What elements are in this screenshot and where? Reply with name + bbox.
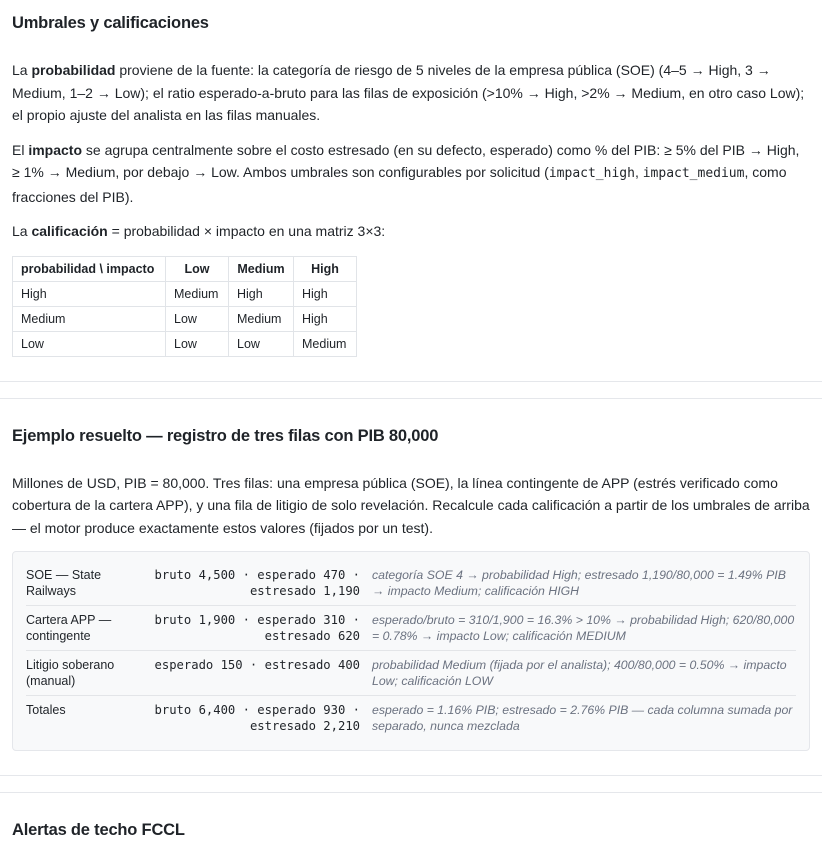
example-row-name: Totales bbox=[26, 703, 66, 717]
matrix-cell: Low bbox=[166, 306, 229, 331]
example-register-card bbox=[12, 551, 810, 751]
rating-matrix-table bbox=[12, 256, 357, 357]
matrix-row-label: Medium bbox=[13, 306, 166, 331]
rating-paragraph: La calificación = probabilidad × impacto en una matriz 3×3: bbox=[12, 223, 386, 239]
impact-term: impacto bbox=[28, 141, 83, 158]
impact-medium-code: impact_medium bbox=[642, 166, 745, 181]
matrix-col-header: Low bbox=[166, 256, 229, 281]
example-row bbox=[26, 651, 796, 696]
thresholds-section bbox=[0, 0, 822, 357]
example-row-values: bruto 6,400 · esperado 930 · estresado 2,210 bbox=[154, 703, 360, 733]
example-row-note: probabilidad Medium (fijada por el analista); 400/80,000 = 0.50% → impacto Low; calificación LOW bbox=[372, 658, 787, 688]
matrix-cell: High bbox=[294, 281, 357, 306]
matrix-header-row bbox=[13, 256, 357, 281]
matrix-corner-header: probabilidad \ impacto bbox=[13, 256, 166, 281]
matrix-cell: Low bbox=[229, 331, 294, 356]
rating-term: calificación bbox=[31, 223, 108, 239]
probability-term: probabilidad bbox=[31, 62, 116, 78]
example-intro: Millones de USD, PIB = 80,000. Tres filas: una empresa pública (SOE), la línea contingente de APP (estrés verificado como cobertura de la cartera APP), y una fila de litigio de solo revelación. Recalcule cada calificación a partir de los umbrales de arriba — el motor produce exactamente estos valores (fijados por un test). bbox=[12, 474, 810, 536]
matrix-cell: Low bbox=[166, 331, 229, 356]
matrix-cell: Medium bbox=[166, 281, 229, 306]
thresholds-title: Umbrales y calificaciones bbox=[12, 14, 209, 32]
alerts-title: Alertas de techo FCCL bbox=[12, 821, 185, 839]
example-row bbox=[26, 606, 796, 651]
matrix-cell: Medium bbox=[229, 306, 294, 331]
example-row-name: SOE — State Railways bbox=[26, 568, 102, 598]
matrix-col-header: High bbox=[294, 256, 357, 281]
matrix-cell: High bbox=[294, 306, 357, 331]
example-row-note: esperado/bruto = 310/1,900 = 16.3% > 10% → probabilidad High; 620/80,000 = 0.78% → impacto Low; calificación MEDIUM bbox=[372, 613, 795, 643]
matrix-row bbox=[13, 281, 357, 306]
example-row-values: esperado 150 · estresado 400 bbox=[154, 658, 360, 672]
example-row-name: Cartera APP — contingente bbox=[26, 613, 112, 643]
example-row-values: bruto 1,900 · esperado 310 · estresado 620 bbox=[154, 613, 360, 643]
impact-high-code: impact_high bbox=[548, 166, 635, 181]
example-section bbox=[0, 399, 822, 752]
matrix-cell: Medium bbox=[294, 331, 357, 356]
alerts-section bbox=[0, 793, 822, 840]
matrix-cell: High bbox=[229, 281, 294, 306]
matrix-row bbox=[13, 306, 357, 331]
example-row bbox=[26, 561, 796, 606]
matrix-row-label: High bbox=[13, 281, 166, 306]
example-title: Ejemplo resuelto — registro de tres filas con PIB 80,000 bbox=[12, 426, 439, 445]
example-row-note: esperado = 1.16% PIB; estresado = 2.76% PIB — cada columna sumada por separado, nunca mezclada bbox=[372, 703, 793, 733]
matrix-row bbox=[13, 331, 357, 356]
example-row-values: bruto 4,500 · esperado 470 · estresado 1,190 bbox=[154, 568, 360, 598]
example-row-note: categoría SOE 4 → probabilidad High; estresado 1,190/80,000 = 1.49% PIB → impacto Medium; calificación HIGH bbox=[372, 568, 786, 598]
impact-paragraph: El impacto se agrupa centralmente sobre el costo estresado (en su defecto, esperado) como % del PIB: ≥ 5% del PIB → High, ≥ 1% → Medium, por debajo → Low. Ambos umbrales son configurables por solicitud (impact_high, impact_medium, como fracciones del PIB). bbox=[12, 141, 800, 205]
matrix-col-header: Medium bbox=[229, 256, 294, 281]
example-totals-row bbox=[26, 696, 796, 740]
example-row-name: Litigio soberano (manual) bbox=[26, 658, 115, 688]
matrix-row-label: Low bbox=[13, 331, 166, 356]
probability-paragraph: La probabilidad proviene de la fuente: la categoría de riesgo de 5 niveles de la empresa pública (SOE) (4–5 → High, 3 → Medium, 1–2 → Low); el ratio esperado-a-bruto para las filas de exposición (>10% → High, >2% → Medium, en otro caso Low); el propio ajuste del analista en las filas manuales. bbox=[12, 62, 805, 123]
